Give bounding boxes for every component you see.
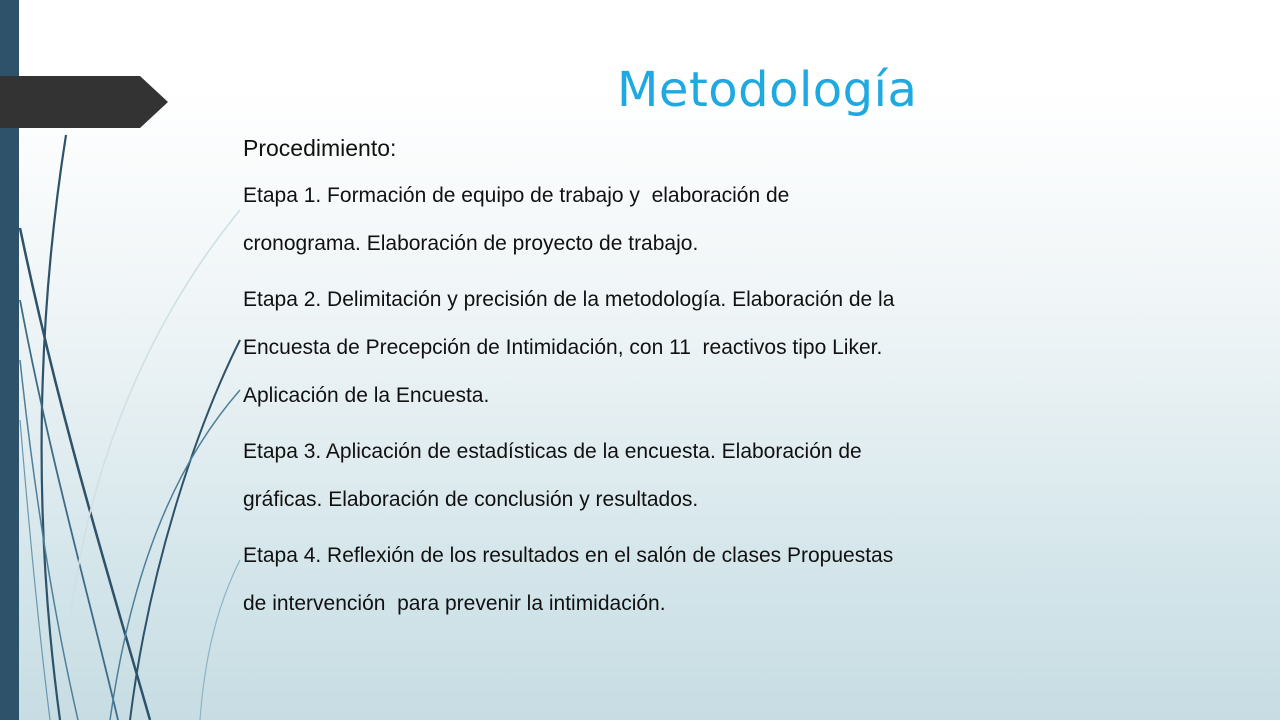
- slide-content: [243, 128, 1103, 636]
- stage-4: [243, 532, 1103, 628]
- stage-1: [243, 172, 1103, 268]
- stage-1-line-2: cronograma. Elaboración de proyecto de trabajo.: [243, 232, 699, 255]
- stage-4-line-1: Etapa 4. Reflexión de los resultados en el salón de clases Propuestas: [243, 544, 894, 567]
- stage-2-line-1: Etapa 2. Delimitación y precisión de la metodología. Elaboración de la: [243, 288, 895, 311]
- stage-3: [243, 428, 1103, 524]
- procedure-heading: Procedimiento:: [243, 135, 397, 161]
- stage-1-line-1: Etapa 1. Formación de equipo de trabajo y elaboración de: [243, 184, 790, 207]
- stage-2-line-2: Encuesta de Precepción de Intimidación, con 11 reactivos tipo Liker.: [243, 336, 883, 359]
- stage-4-line-2: de intervención para prevenir la intimidación.: [243, 592, 666, 615]
- stage-3-line-2: gráficas. Elaboración de conclusión y resultados.: [243, 488, 699, 511]
- slide-title: Metodología: [617, 62, 918, 118]
- stage-2: [243, 276, 1103, 420]
- stage-2-line-3: Aplicación de la Encuesta.: [243, 384, 490, 407]
- stage-3-line-1: Etapa 3. Aplicación de estadísticas de la encuesta. Elaboración de: [243, 440, 862, 463]
- title-arrow-shape: [0, 76, 168, 128]
